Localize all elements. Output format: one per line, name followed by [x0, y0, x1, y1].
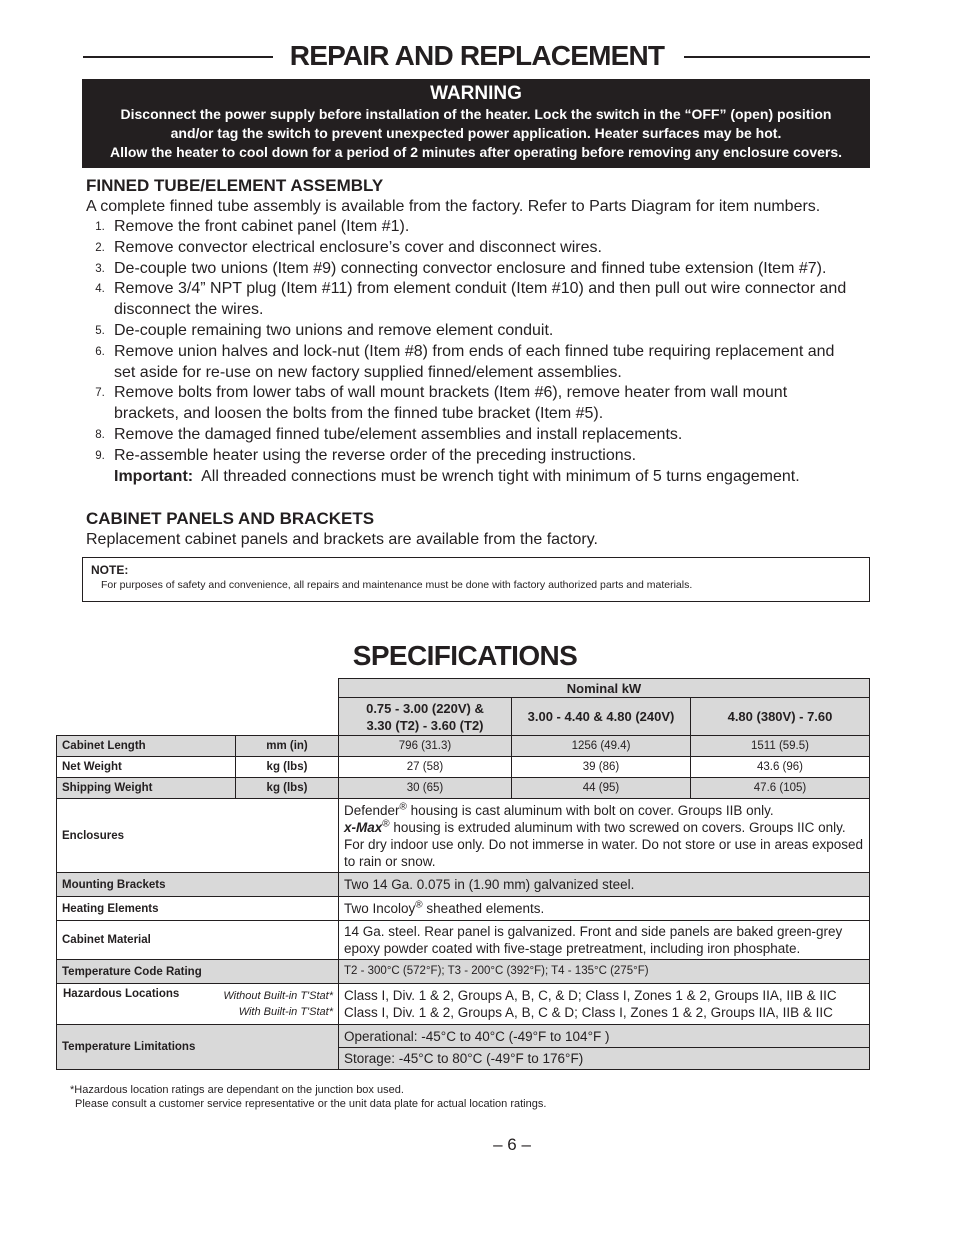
spec-table: [56, 678, 870, 1070]
note-text: For purposes of safety and convenience, all repairs and maintenance must be done with factory authorized parts and materials.: [101, 579, 693, 591]
table-row: Mounting Brackets Two 14 Ga. 0.075 in (1.90 mm) galvanized steel.: [57, 873, 870, 897]
list-item: 9. Re-assemble heater using the reverse order of the preceding instructions.: [95, 446, 637, 464]
list-item: 4. Remove 3/4” NPT plug (Item #11) from element conduit (Item #10) and then pull out wire connector and disconnect the wires.: [95, 280, 847, 319]
note-box: [82, 557, 870, 602]
table-row: Storage: -45°C to 80°C (-49°F to 176°F): [57, 1048, 870, 1070]
cabinet-text: Replacement cabinet panels and brackets are available from the factory.: [86, 531, 598, 548]
note-heading: NOTE:: [91, 563, 129, 577]
table-row: Net Weight kg (lbs) 27 (58) 39 (86) 43.6 (96): [57, 757, 870, 778]
list-item: 7. Remove bolts from lower tabs of wall mount brackets (Item #6), remove heater from wall mount brackets, and loosen the bolts from the finned tube bracket (Item #5).: [95, 384, 788, 423]
table-row: Temperature Code Rating T2 - 300°C (572°F); T3 - 200°C (392°F); T4 - 135°C (275°F): [57, 960, 870, 984]
cabinet-heading: CABINET PANELS AND BRACKETS: [86, 509, 375, 528]
finned-steps: [86, 217, 886, 487]
warning-heading: WARNING: [430, 83, 522, 104]
footnote: *Hazardous location ratings are dependant on the junction box used. Please consult a customer service representative or the unit data plate for actual location ratings.: [70, 1084, 547, 1110]
warning-line: Disconnect the power supply before installation of the heater. Lock the switch in the “OFF” (open) position: [120, 106, 832, 122]
warning-box: [82, 79, 870, 168]
finned-heading: FINNED TUBE/ELEMENT ASSEMBLY: [86, 176, 384, 195]
table-row: Temperature Limitations Operational: -45°C to 40°C (-49°F to 104°F ): [57, 1025, 870, 1048]
col-header: 3.00 - 4.40 & 4.80 (240V): [512, 698, 691, 736]
table-row: Enclosures Defender® housing is cast aluminum with bolt on cover. Groups IIB only. x-Max® housing is extruded aluminum with two screwed on covers. Groups IIC only. For dry indoor use only. Do not immerse in water. Do not store or use in areas exposed to rain or snow.: [57, 799, 870, 873]
list-item: 6. Remove union halves and lock-nut (Item #8) from ends of each finned tube requiring replacement and set aside for re-use on new factory supplied finned/element assemblies.: [95, 342, 835, 381]
page-number: – 6 –: [493, 1135, 531, 1154]
table-row: Heating Elements Two Incoloy® sheathed elements.: [57, 897, 870, 921]
finned-intro: A complete finned tube assembly is available from the factory. Refer to Parts Diagram for item numbers.: [86, 198, 821, 215]
list-item: 8. Remove the damaged finned tube/element assemblies and install replacements.: [95, 425, 683, 443]
table-row: Shipping Weight kg (lbs) 30 (65) 44 (95) 47.6 (105): [57, 778, 870, 799]
table-row: Cabinet Material 14 Ga. steel. Rear panel is galvanized. Front and side panels are baked green-grey epoxy powder coated with five-stage pretreatment, including iron phosphate.: [57, 921, 870, 960]
nominal-kw-header: Nominal kW: [339, 679, 870, 698]
list-item: 5. De-couple remaining two unions and remove element conduit.: [95, 321, 554, 339]
page-title: REPAIR AND REPLACEMENT: [0, 38, 954, 74]
list-item: 3. De-couple two unions (Item #9) connecting convector enclosure and finned tube extension (Item #7).: [95, 259, 827, 277]
table-row: Hazardous Locations Without Built-in T'Stat* With Built-in T'Stat* Class I, Div. 1 & 2, Groups A, B, C, & D; Class I, Zones 1 & 2, Groups IIA, IIB & IIC Class I, Div. 1 & 2, Groups A, B, C & D; Class I, Zones 1 & 2, Groups IIA, IIB & IIC: [57, 984, 870, 1025]
spec-title: SPECIFICATIONS: [352, 640, 578, 671]
warning-line: Allow the heater to cool down for a period of 2 minutes after operating before removing any enclosure covers.: [109, 144, 843, 160]
col-header: 4.80 (380V) - 7.60: [691, 698, 870, 736]
table-row: Cabinet Length mm (in) 796 (31.3) 1256 (49.4) 1511 (59.5): [57, 736, 870, 757]
important-line: Important: All threaded connections must be wrench tight with minimum of 5 turns engagement.: [114, 467, 800, 485]
list-item: 2. Remove convector electrical enclosure’s cover and disconnect wires.: [95, 238, 602, 256]
col-header: 0.75 - 3.00 (220V) & 3.30 (T2) - 3.60 (T2): [339, 698, 512, 736]
warning-line: and/or tag the switch to prevent unexpected power application. Heater surfaces may be hot.: [170, 125, 782, 141]
list-item: 1. Remove the front cabinet panel (Item #1).: [95, 218, 410, 235]
enclosures-value: Defender® housing is cast aluminum with bolt on cover. Groups IIB only. x-Max® housing is extruded aluminum with two screwed on covers. Groups IIC only. For dry indoor use only. Do not immerse in water. Do not store or use in areas exposed to rain or snow.: [339, 799, 870, 873]
